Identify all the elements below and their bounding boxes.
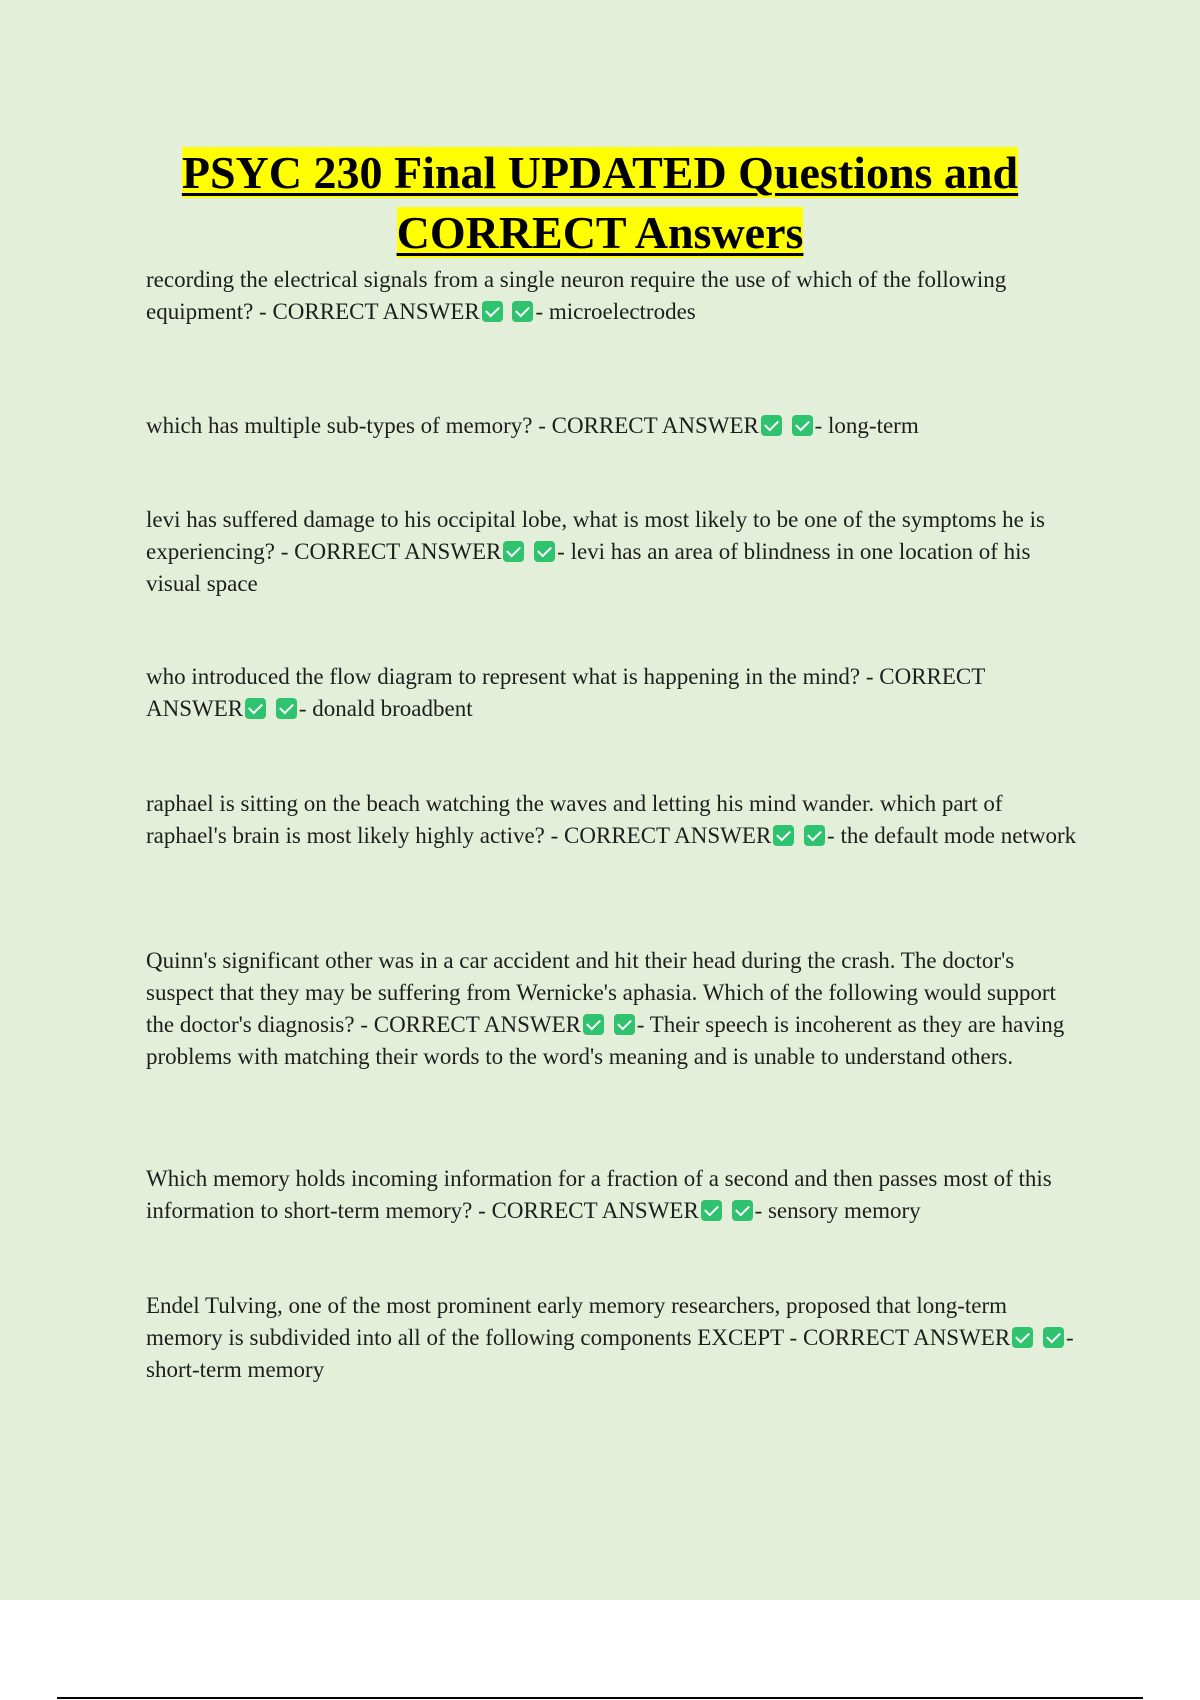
check-mark-icon [732,1200,753,1221]
answer-text: microelectrodes [548,299,696,324]
check-mark-icon [512,301,533,322]
answer-text: Their speech is incoherent as they are having problems with matching their words to the word's meaning and is unable to understand others. [146,1012,1065,1069]
check-mark-icon [761,415,782,436]
footer-divider [57,1697,1143,1699]
answer-text: donald broadbent [312,696,473,721]
check-mark-icon [792,415,813,436]
check-mark-icon [583,1014,604,1035]
check-mark-icon [482,301,503,322]
answer-separator: - [1065,1325,1074,1350]
check-mark-icon [614,1014,635,1035]
qa-item [146,264,1081,328]
qa-item [146,1290,1081,1386]
answer-text: long-term [828,413,919,438]
check-mark-icon [773,825,794,846]
qa-item [146,504,1081,600]
qa-item [146,788,1081,852]
answer-text: the default mode network [840,823,1077,848]
answer-separator: - [754,1198,763,1223]
answer-separator: - [827,823,835,848]
answer-marker: - CORRECT ANSWER [550,823,772,848]
check-mark-icon [503,541,524,562]
answer-marker: - CORRECT ANSWER [280,539,502,564]
question-text: raphael is sitting on the beach watching the waves and letting his mind wander. which part of raphael's brain is most likely highly active? [146,791,1003,848]
title-text: PSYC 230 Final UPDATED Questions and CORRECT Answers [181,147,1019,258]
answer-text: sensory memory [767,1198,921,1223]
check-mark-icon [701,1200,722,1221]
check-mark-icon [245,698,266,719]
qa-item [146,410,1081,442]
check-mark-icon [1043,1327,1064,1348]
check-mark-icon [276,698,297,719]
check-mark-icon [804,825,825,846]
answer-marker: - CORRECT ANSWER [789,1325,1011,1350]
question-text: Quinn's significant other was in a car accident and hit their head during the crash. The doctor's suspect that they may be suffering from Wernicke's aphasia. Which of the following would support the doctor's diagnosis? [146,948,1056,1037]
answer-separator: - [557,539,565,564]
answer-separator: - [535,299,544,324]
qa-item [146,1163,1081,1227]
answer-marker: - CORRECT ANSWER [360,1012,581,1037]
question-text: which has multiple sub-types of memory? [146,413,533,438]
question-text: Endel Tulving, one of the most prominent early memory researchers, proposed that long-term memory is subdivided into all of the following components EXCEPT [146,1293,1008,1350]
check-mark-icon [534,541,555,562]
answer-separator: - [298,696,307,721]
question-text: recording the electrical signals from a single neuron require the use of which of the following equipment? [146,267,1007,324]
document-title [100,143,1100,263]
check-mark-icon [1012,1327,1033,1348]
answer-text: short-term memory [146,1357,325,1382]
answer-marker: - CORRECT ANSWER [146,664,985,721]
qa-item [146,661,1081,725]
answer-marker: - CORRECT ANSWER [478,1198,699,1223]
answer-separator: - [814,413,823,438]
question-text: who introduced the flow diagram to represent what is happening in the mind? [146,664,861,689]
question-text: Which memory holds incoming information for a fraction of a second and then passes most of this information to short-term memory? [146,1166,1052,1223]
answer-marker: - CORRECT ANSWER [538,413,759,438]
answer-text: levi has an area of blindness in one location of his visual space [146,539,1031,596]
answer-marker: - CORRECT ANSWER [259,299,480,324]
answer-separator: - [636,1012,645,1037]
question-text: levi has suffered damage to his occipital lobe, what is most likely to be one of the symptoms he is experiencing? [146,507,1045,564]
qa-item [146,945,1081,1073]
